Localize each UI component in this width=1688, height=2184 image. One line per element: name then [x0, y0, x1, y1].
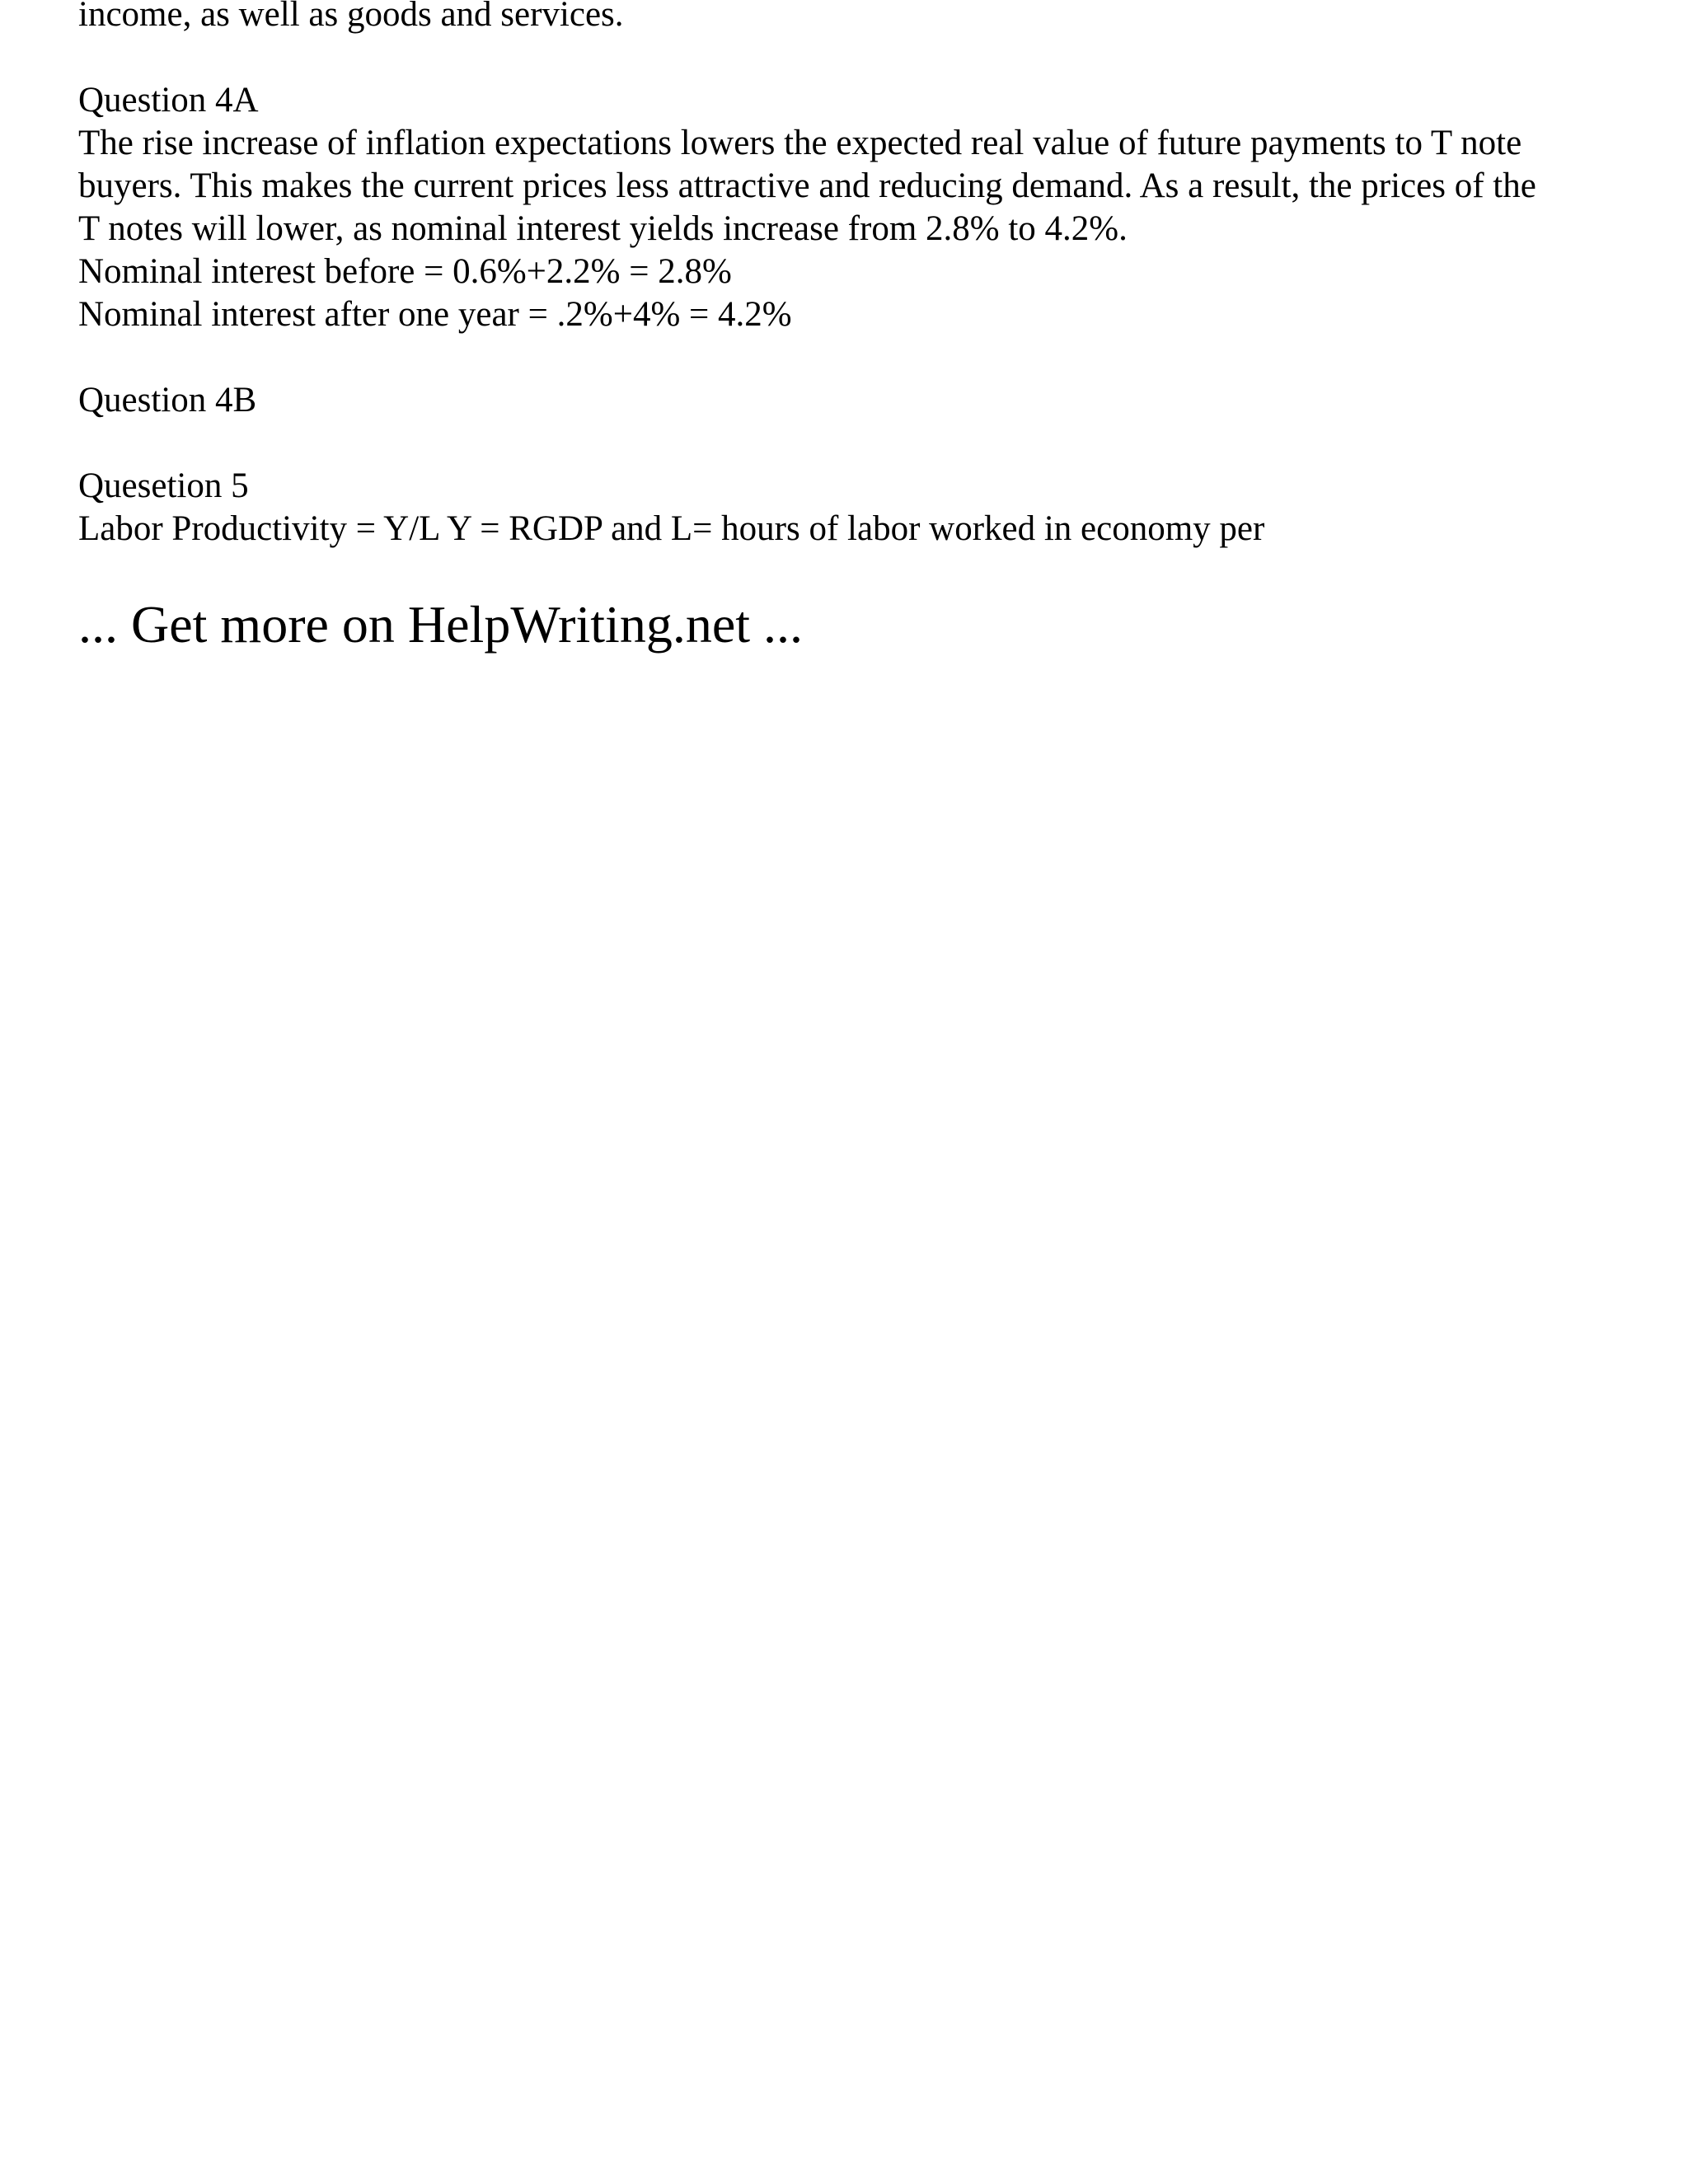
- question-4b-heading: Question 4B: [78, 381, 257, 419]
- question-4a-body-line-1: The rise increase of inflation expectations lowers the expected real value of future payments to T note: [78, 124, 1522, 162]
- question-4a-body-line-2: buyers. This makes the current prices less attractive and reducing demand. As a result, the prices of the: [78, 166, 1536, 205]
- get-more-link[interactable]: ... Get more on HelpWriting.net ...: [78, 595, 803, 654]
- question-4a-heading: Question 4A: [78, 81, 259, 120]
- paragraph-gap: [78, 36, 1644, 79]
- document-page: [78, 0, 1644, 656]
- paragraph-gap: [78, 336, 1644, 379]
- paragraph-gap: [78, 422, 1644, 465]
- question-5-body-line: Labor Productivity = Y/L Y = RGDP and L= hours of labor worked in economy per: [78, 509, 1265, 548]
- question-4a-body-line-3: T notes will lower, as nominal interest yields increase from 2.8% to 4.2%.: [78, 209, 1128, 248]
- nominal-interest-after: Nominal interest after one year = .2%+4% = 4.2%: [78, 295, 792, 334]
- intro-line: income, as well as goods and services.: [78, 0, 624, 34]
- nominal-interest-before: Nominal interest before = 0.6%+2.2% = 2.8%: [78, 252, 732, 291]
- question-5-heading: Quesetion 5: [78, 466, 249, 505]
